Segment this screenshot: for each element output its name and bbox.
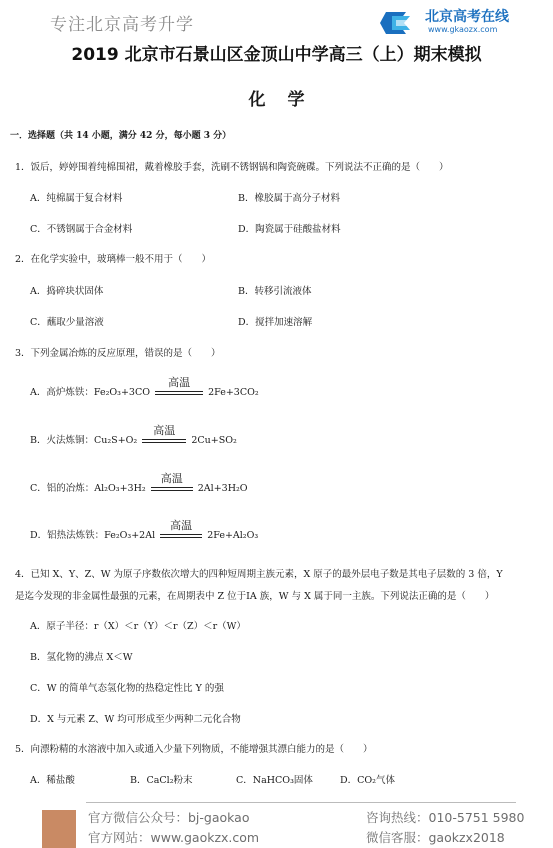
q1-option-c: C．不锈钢属于合金材料 (30, 224, 133, 235)
footer-site[interactable]: 官方网站：www.gaokzx.com (88, 830, 260, 845)
q3-a-products: 2Fe+3CO₂ (208, 387, 259, 398)
question-4-line2: 是迄今发现的非金属性最强的元素，在周期表中 Z 位于ⅠA 族，W 与 X 属于同一主族。下列说法正确的是（ ） (15, 591, 495, 602)
reaction-condition (155, 376, 203, 398)
q2-option-c: C．蘸取少量溶液 (30, 317, 104, 328)
q4-option-b: B．氢化物的沸点 X＜W (30, 652, 133, 663)
q1-option-a: A．纯棉属于复合材料 (30, 193, 123, 204)
condition-label: 高温 (153, 424, 176, 437)
reaction-condition (142, 424, 186, 446)
q2-option-a: A．捣碎块状固体 (30, 286, 104, 297)
footer-divider (86, 802, 516, 803)
brand-slogan: 专注北京高考升学 (50, 15, 194, 35)
q3-c-reactants: Al₂O₃+3H₂ (94, 483, 146, 494)
page-title: 2019 北京市石景山区金顶山中学高三（上）期末模拟 (71, 45, 482, 65)
q3-d-reactants: Fe₂O₃+2Al (104, 530, 156, 541)
logo-url: www.gkaozx.com (428, 25, 498, 34)
q5-option-c: C．NaHCO₃固体 (236, 775, 313, 786)
question-4-line1: 4．已知 X、Y、Z、W 为原子序数依次增大的四种短周期主族元素，X 原子的最外层电子数是其电子层数的 3 倍，Y (15, 569, 503, 580)
q5-option-b: B．CaCl₂粉末 (130, 775, 193, 786)
footer-accent-block (42, 810, 76, 848)
q3-b-reactants: Cu₂S+O₂ (93, 435, 138, 446)
footer-service: 微信客服：gaokzx2018 (366, 830, 505, 845)
q1-option-b: B．橡胶属于高分子材料 (238, 193, 340, 204)
condition-label: 高温 (168, 376, 191, 389)
q3-option-b (30, 424, 237, 446)
q3-c-products: 2Al+3H₂O (197, 483, 248, 494)
footer-hotline: 咨询热线：010-5751 5980 (366, 810, 525, 825)
footer-wechat: 官方微信公众号：bj-gaokao (88, 810, 250, 825)
question-3: 3．下列金属冶炼的反应原理，错误的是（ ） (15, 348, 221, 359)
q3-a-prefix: A．高炉炼铁： (30, 387, 94, 398)
q5-option-d: D．CO₂气体 (340, 775, 395, 786)
q1-option-d: D．陶瓷属于硅酸盐材料 (238, 224, 341, 235)
q3-option-a (30, 376, 259, 398)
q4-option-a: A．原子半径：r（X）＜r（Y）＜r（Z）＜r（W） (30, 621, 246, 632)
question-2: 2．在化学实验中，玻璃棒一般不用于（ ） (15, 254, 212, 265)
reaction-condition (160, 519, 202, 541)
reaction-condition (151, 472, 193, 494)
q3-b-prefix: B．火法炼铜： (30, 435, 94, 446)
q3-d-products: 2Fe+Al₂O₃ (207, 530, 259, 541)
q4-option-d: D．X 与元素 Z、W 均可形成至少两种二元化合物 (30, 714, 241, 725)
q2-option-d: D．搅拌加速溶解 (238, 317, 313, 328)
q3-c-prefix: C．铝的冶炼： (30, 483, 95, 494)
q4-option-c: C．W 的简单气态氢化物的热稳定性比 Y 的强 (30, 683, 224, 694)
logo-text: 北京高考在线 (425, 9, 509, 25)
q5-option-a: A．稀盐酸 (30, 775, 75, 786)
q3-option-d (30, 519, 259, 541)
q3-option-c (30, 472, 248, 494)
q3-b-products: 2Cu+SO₂ (191, 435, 237, 446)
subject-title: 化学 (248, 90, 327, 110)
q2-option-b: B．转移引流液体 (238, 286, 312, 297)
q3-d-prefix: D．铝热法炼铁： (30, 530, 105, 541)
question-1: 1．饭后，婷婷围着纯棉围裙，戴着橡胶手套，洗刷不锈钢锅和陶瓷碗碟。下列说法不正确的是（ ） (15, 162, 449, 173)
q3-a-reactants: Fe₂O₃+3CO (93, 387, 151, 398)
section-heading: 一．选择题（共 14 小题，满分 42 分，每小题 3 分） (10, 131, 232, 141)
question-5: 5．向漂粉精的水溶液中加入或通入少量下列物质，不能增强其漂白能力的是（ ） (15, 744, 373, 755)
condition-label: 高温 (160, 472, 183, 485)
condition-label: 高温 (170, 519, 193, 532)
